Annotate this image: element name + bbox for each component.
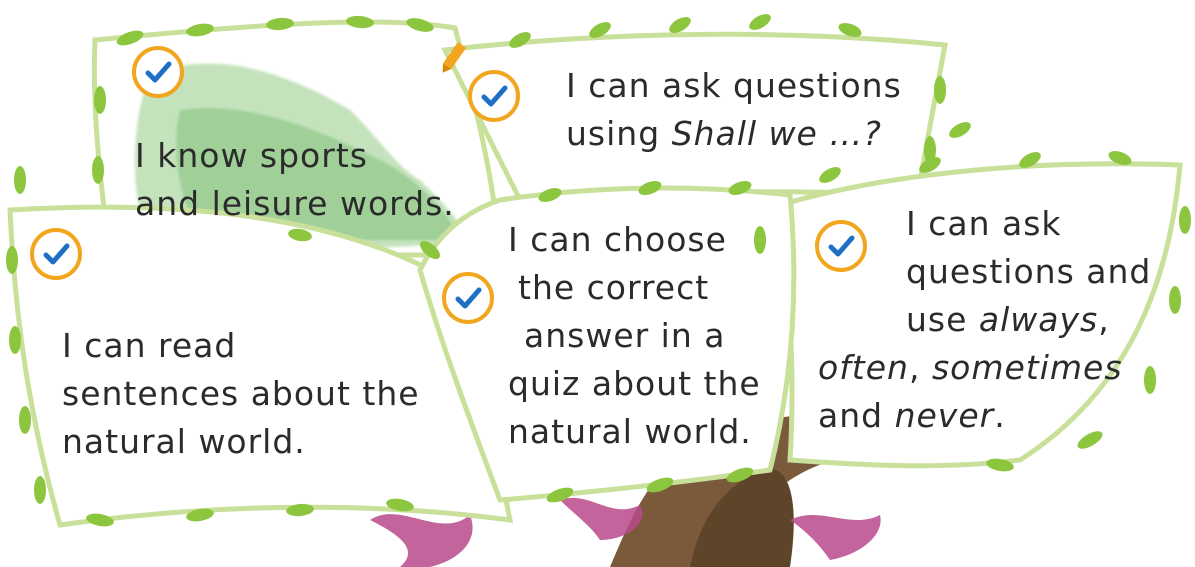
text-line: I can ask questions <box>566 66 902 105</box>
text-emphasis: Shall we …? <box>671 114 882 153</box>
text-line: I can choose <box>508 220 727 259</box>
text-fragment: . <box>994 396 1006 435</box>
text-fragment: , <box>908 348 932 387</box>
card-text-frequency <box>818 200 1151 440</box>
text-line: natural world. <box>62 422 306 461</box>
text-emphasis: always <box>978 300 1099 339</box>
text-line: I can ask <box>906 204 1062 243</box>
text-line <box>818 392 1151 440</box>
text-fragment: using <box>566 114 672 153</box>
text-line <box>818 296 1151 344</box>
card-text-shall-we <box>566 62 902 158</box>
check-badge-sports-leisure <box>132 46 184 98</box>
checkmark-icon <box>479 81 509 111</box>
text-line <box>566 110 902 158</box>
checkmark-icon <box>453 283 483 313</box>
text-fragment: and <box>818 396 895 435</box>
text-line: sentences about the <box>62 374 420 413</box>
checkmark-icon <box>143 57 173 87</box>
text-line: answer in a <box>524 316 726 355</box>
text-line: I know sports <box>135 136 368 175</box>
text-line: quiz about the <box>508 364 761 403</box>
card-text-read-sentences <box>62 322 420 466</box>
text-line: I can read <box>62 326 237 365</box>
text-fragment: , <box>1098 300 1110 339</box>
check-badge-quiz <box>442 272 494 324</box>
card-text-sports-leisure <box>135 132 455 228</box>
text-line: natural world. <box>508 412 752 451</box>
checkmark-icon <box>41 239 71 269</box>
text-emphasis: sometimes <box>931 348 1123 387</box>
text-line: the correct <box>518 268 710 307</box>
text-line <box>818 344 1151 392</box>
text-line: questions and <box>906 252 1152 291</box>
text-line: and leisure words. <box>135 184 455 223</box>
text-fragment: use <box>906 300 979 339</box>
text-emphasis: often <box>818 348 909 387</box>
check-badge-shall-we <box>468 70 520 122</box>
text-emphasis: never <box>894 396 995 435</box>
check-badge-read-sentences <box>30 228 82 280</box>
card-text-quiz <box>508 216 761 456</box>
